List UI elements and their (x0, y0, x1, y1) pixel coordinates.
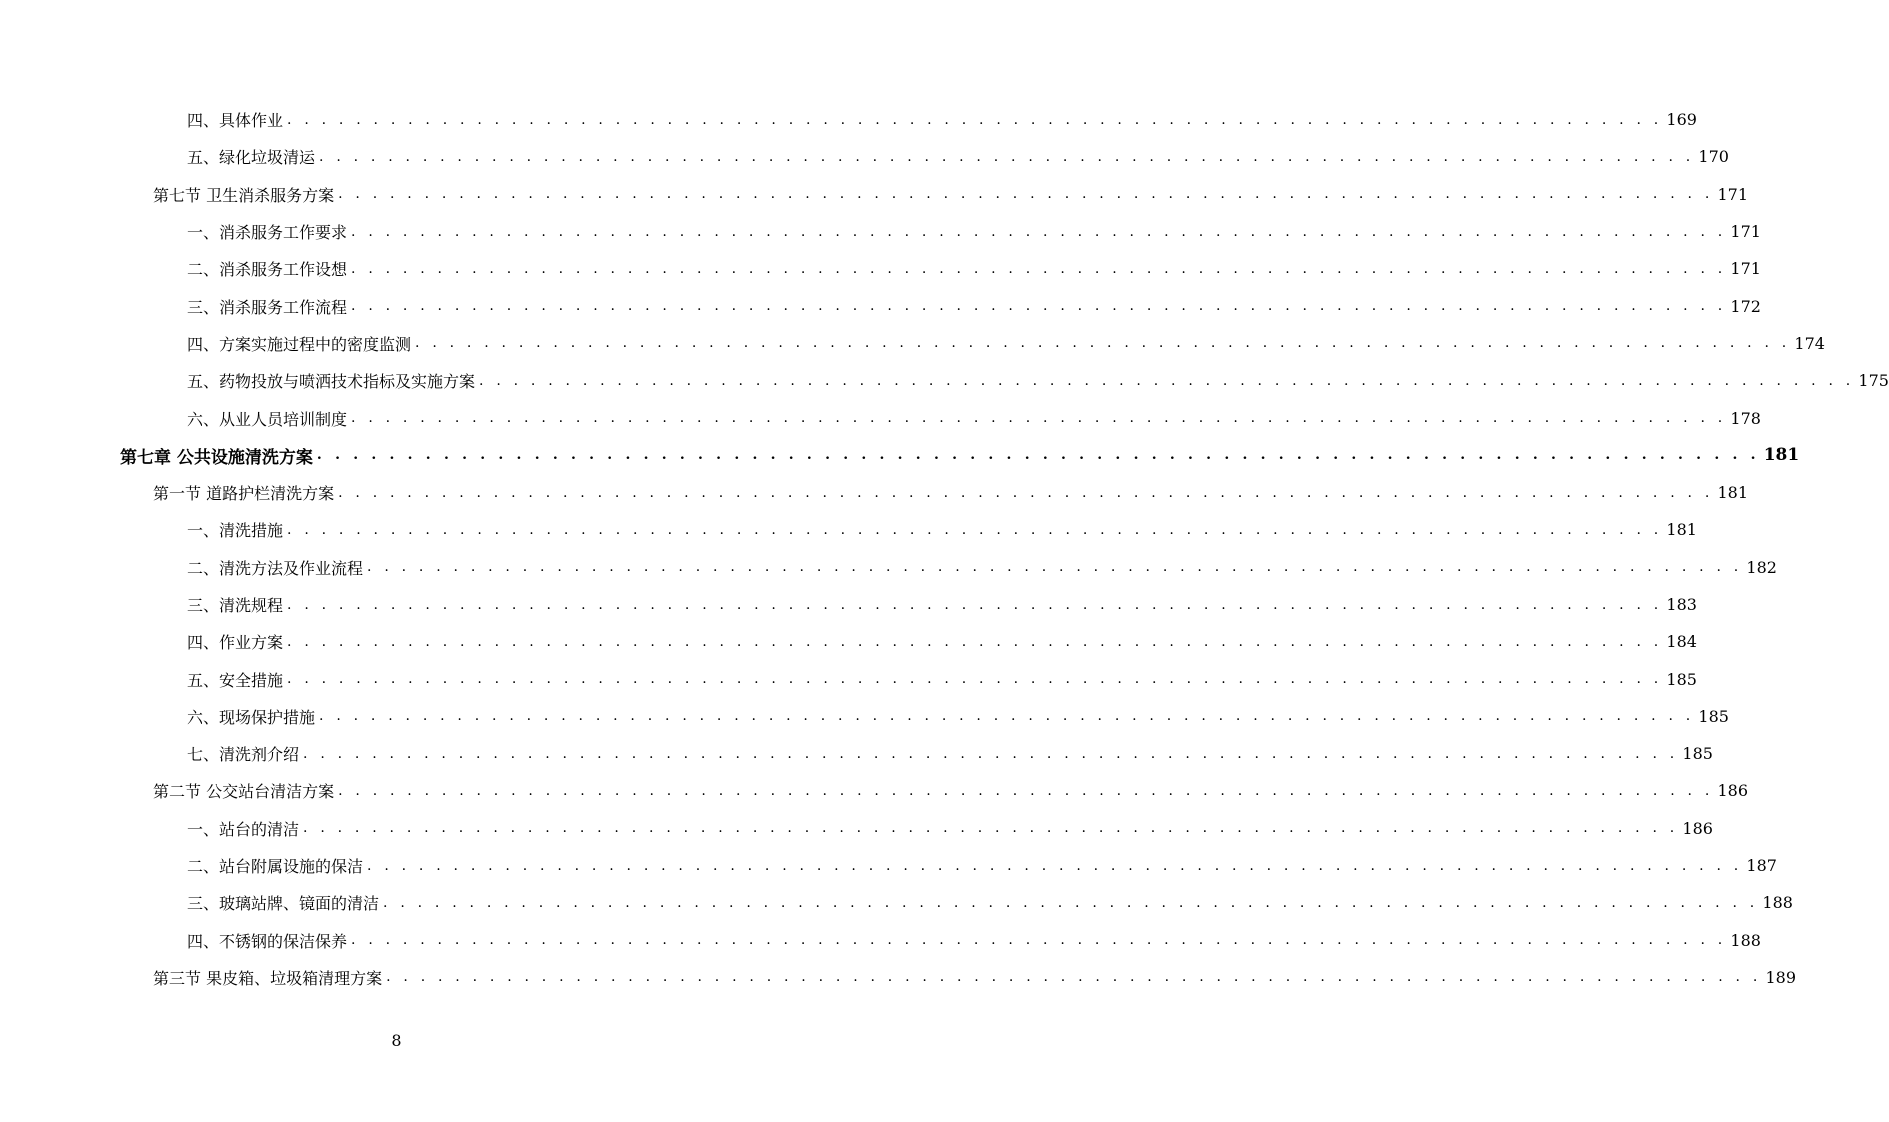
toc-entry-page: 181 (1717, 483, 1749, 503)
toc-entry-title: 一、站台的清洁 (187, 819, 300, 839)
toc-entry-title: 三、清洗规程 (187, 596, 284, 615)
page-number: 8 (391, 1031, 402, 1050)
toc-entry-page: 178 (1730, 408, 1761, 428)
toc-dot-leader: . . . . . . . . . . . . . . . . . . . . . . . . . . . . . . . . . . . . . . . . . . . . . . . . . . . . . . . . . . . . . . . . . . . . . . . . . . . . . . . . (338, 186, 1714, 203)
toc-entry[interactable] (0, 959, 1797, 996)
toc-entry-page: 183 (1666, 595, 1697, 614)
toc-dot-leader: . . . . . . . . . . . . . . . . . . . . . . . . . . . . . . . . . . . . . . . . . . . . . . . . . . . . . . . . . . . . . . . . . . . . . . . . . . . . . . . . (287, 596, 1663, 613)
toc-dot-leader: . . . . . . . . . . . . . . . . . . . . . . . . . . . . . . . . . . . . . . . . . . . . . . . . . . . . . . . . . . . . . . . . . . . . . . . . . . . . . . . . (479, 372, 1855, 389)
toc-entry-page: 186 (1717, 781, 1749, 801)
toc-entry-page: 172 (1730, 296, 1761, 316)
toc-dot-leader: . . . . . . . . . . . . . . . . . . . . . . . . . . . . . . . . . . . . . . . . . . . . . . . . . . . . . . . . . . . . . . . . . . . . . . . . . . . . . . . . (351, 298, 1727, 315)
toc-entry-title: 六、从业人员培训制度 (187, 409, 348, 429)
toc-entry[interactable] (0, 698, 1729, 735)
toc-entry[interactable] (0, 660, 1697, 697)
toc-entry[interactable] (0, 511, 1697, 548)
toc-entry-title: 一、消杀服务工作要求 (187, 223, 348, 243)
toc-entry-page: 184 (1666, 632, 1697, 652)
toc-entry-page: 169 (1666, 110, 1697, 130)
toc-dot-leader: . . . . . . . . . . . . . . . . . . . . . . . . . . . . . . . . . . . . . . . . . . . . . . . . . . . . . . . . . . . . . . . . . . . . . . . . . . . . . . . . (303, 745, 1679, 762)
toc-entry[interactable] (0, 549, 1777, 586)
toc-entry-title: 三、玻璃站牌、镜面的清洁 (187, 894, 380, 914)
toc-entry[interactable] (0, 399, 1761, 436)
toc-entry[interactable] (0, 847, 1777, 884)
toc-entry-page: 189 (1765, 967, 1797, 987)
toc-dot-leader: . . . . . . . . . . . . . . . . . . . . . . . . . . . . . . . . . . . . . . . . . . . . . . . . . . . . . . . . . . . . . . . . . . . . . . . . . . . . . . . . (338, 484, 1714, 501)
toc-entry-page: 187 (1746, 856, 1777, 876)
toc-entry[interactable] (0, 772, 1749, 809)
toc-dot-leader: . . . . . . . . . . . . . . . . . . . . . . . . . . . . . . . . . . . . . . . . . . . . . . . . . . . . . . . . . . . . . . . . . . . . . . . . . . . . . . . . (367, 857, 1743, 874)
toc-entry[interactable] (0, 735, 1713, 772)
toc-dot-leader: . . . . . . . . . . . . . . . . . . . . . . . . . . . . . . . . . . . . . . . . . . . . . . . . . . . . . . . . . . . . . . . . . . . . . . . . . . . . . . . . (287, 111, 1663, 128)
toc-entry-title: 一、清洗措施 (187, 521, 284, 541)
toc-entry[interactable] (0, 586, 1697, 623)
toc-entry-title: 四、不锈钢的保洁保养 (187, 931, 348, 951)
toc-entry-page: 181 (1763, 445, 1800, 466)
toc-entry[interactable] (0, 250, 1761, 287)
toc-entry[interactable] (0, 138, 1729, 175)
toc-entry-page: 185 (1666, 669, 1697, 689)
toc-entry-title: 三、消杀服务工作流程 (187, 297, 348, 317)
toc-dot-leader: . . . . . . . . . . . . . . . . . . . . . . . . . . . . . . . . . . . . . . . . . . . . . . . . . . . . . . . . . . . . . . . . . . . . . . . . . . . . . . . . (383, 894, 1759, 911)
toc-entry-title: 五、安全措施 (187, 670, 284, 690)
toc-entry[interactable] (0, 623, 1697, 660)
toc-dot-leader: . . . . . . . . . . . . . . . . . . . . . . . . . . . . . . . . . . . . . . . . . . . . . . . . . . . . . . . . . . . . . . . . . . . . . . . . . . . . . . . . (351, 932, 1727, 949)
toc-dot-leader: . . . . . . . . . . . . . . . . . . . . . . . . . . . . . . . . . . . . . . . . . . . . . . . . . . . . . . . . . . . . . . . . . . . . . . . . . . . . . . . . (386, 969, 1762, 986)
toc-entry-page: 171 (1730, 259, 1761, 279)
toc-entry-title: 五、药物投放与喷洒技术指标及实施方案 (187, 372, 476, 392)
toc-entry-title: 五、绿化垃圾清运 (187, 148, 316, 168)
toc-entry-title: 四、方案实施过程中的密度监测 (187, 334, 412, 354)
toc-entry-page: 171 (1717, 184, 1749, 204)
toc-entry-title: 六、现场保护措施 (187, 707, 316, 727)
toc-entry-title: 二、消杀服务工作设想 (187, 260, 348, 280)
toc-dot-leader: . . . . . . . . . . . . . . . . . . . . . . . . . . . . . . . . . . . . . . . . . . . . . . . . . . . . . . . . . . . . . . . . . . . . . . . . . . . . . . . . (287, 671, 1663, 688)
toc-entry-title: 四、具体作业 (187, 111, 284, 131)
toc-dot-leader: . . . . . . . . . . . . . . . . . . . . . . . . . . . . . . . . . . . . . . . . . . . . . . . . . . . . . . . . . . . . . . . . . . . . . . . . . . . . . . . . (351, 223, 1727, 240)
toc-dot-leader: . . . . . . . . . . . . . . . . . . . . . . . . . . . . . . . . . . . . . . . . . . . . . . . . . . . . . . . . . . . . . . . . . . . . . . . . . . . . . . . . (351, 410, 1727, 427)
toc-entry[interactable] (0, 176, 1749, 213)
toc-entry-page: 182 (1746, 557, 1777, 577)
toc-entry[interactable] (0, 213, 1761, 250)
toc-dot-leader: . . . . . . . . . . . . . . . . . . . . . . . . . . . . . . . . . . . . . . . . . . . . . . . . . . . . . . . . . . . . . . . . . . . . . . . . . . . . . . . . (303, 820, 1679, 837)
toc-entry-page: 181 (1666, 520, 1697, 540)
toc-entry-page: 185 (1698, 706, 1729, 726)
toc-entry-title: 第七节 卫生消杀服务方案 (153, 185, 335, 205)
toc-dot-leader: . . . . . . . . . . . . . . . . . . . . . . . . . . . . . . . . . . . . . . . . . . . . . . . . . . . . . . . . . . . . . . . . . . . . . . . . . . . . . . . . (319, 708, 1695, 725)
toc-entry-title: 七、清洗剂介绍 (187, 745, 300, 765)
toc-entry[interactable] (0, 810, 1713, 847)
toc-entry-title: 二、站台附属设施的保洁 (187, 857, 364, 877)
toc-entry-title: 二、清洗方法及作业流程 (187, 558, 364, 578)
toc-entry[interactable] (0, 884, 1793, 921)
toc-dot-leader: . . . . . . . . . . . . . . . . . . . . . . . . . . . . . . . . . . . . . . . . . . . . . . . . . . . . . . . . . . . . . . . . . . . . . . . . . . . . . . . . (287, 633, 1663, 650)
toc-entry-page: 188 (1762, 893, 1793, 913)
toc-dot-leader: . . . . . . . . . . . . . . . . . . . . . . . . . . . . . . . . . . . . . . . . . . . . . . . . . . . . . . . . . . . . . . . . . . . . . . . . . . . . . . . . (351, 260, 1727, 277)
toc-entry-title: 第一节 道路护栏清洗方案 (153, 484, 335, 504)
toc-entry-title: 四、作业方案 (187, 633, 284, 653)
toc-entry-page: 175 (1858, 371, 1889, 391)
toc-entry-page: 174 (1794, 333, 1825, 353)
toc-entry-page: 188 (1730, 930, 1761, 950)
toc-entry-page: 186 (1682, 818, 1713, 838)
toc-entry-title: 第七章 公共设施清洗方案 (120, 447, 313, 468)
toc-dot-leader: . . . . . . . . . . . . . . . . . . . . . . . . . . . . . . . . . . . . . . . . . . . . . . . . . . . . . . . . . . . . . . . . . . . . . . . . . . . . . . . . (319, 148, 1695, 165)
toc-dot-leader: . . . . . . . . . . . . . . . . . . . . . . . . . . . . . . . . . . . . . . . . . . . . . . . . . . . . . . . . . . . . . . . . . . . . . . . . . . . . . . . . (415, 335, 1791, 352)
toc-dot-leader: . . . . . . . . . . . . . . . . . . . . . . . . . . . . . . . . . . . . . . . . . . . . . . . . . . . . . . . . . . . . . . . . . . . . . . . . . . . . . . . . (316, 447, 1760, 464)
toc-entry[interactable] (0, 362, 1889, 399)
toc-entry-title: 第三节 果皮箱、垃圾箱清理方案 (153, 968, 383, 988)
toc-entry[interactable] (0, 474, 1749, 511)
toc-entry[interactable] (0, 922, 1761, 959)
toc-entry[interactable] (0, 325, 1825, 362)
toc-dot-leader: . . . . . . . . . . . . . . . . . . . . . . . . . . . . . . . . . . . . . . . . . . . . . . . . . . . . . . . . . . . . . . . . . . . . . . . . . . . . . . . . (367, 559, 1743, 576)
toc-entry-page: 171 (1730, 222, 1761, 242)
toc-dot-leader: . . . . . . . . . . . . . . . . . . . . . . . . . . . . . . . . . . . . . . . . . . . . . . . . . . . . . . . . . . . . . . . . . . . . . . . . . . . . . . . . (338, 782, 1714, 799)
toc-entry[interactable] (0, 437, 1800, 474)
toc-entry[interactable] (0, 101, 1697, 138)
toc-entry-page: 170 (1698, 147, 1729, 167)
toc-entry-title: 第二节 公交站台清洁方案 (153, 782, 335, 802)
toc-entry[interactable] (0, 287, 1761, 324)
table-of-contents (0, 101, 1889, 996)
toc-dot-leader: . . . . . . . . . . . . . . . . . . . . . . . . . . . . . . . . . . . . . . . . . . . . . . . . . . . . . . . . . . . . . . . . . . . . . . . . . . . . . . . . (287, 521, 1663, 538)
toc-entry-page: 185 (1682, 744, 1713, 764)
